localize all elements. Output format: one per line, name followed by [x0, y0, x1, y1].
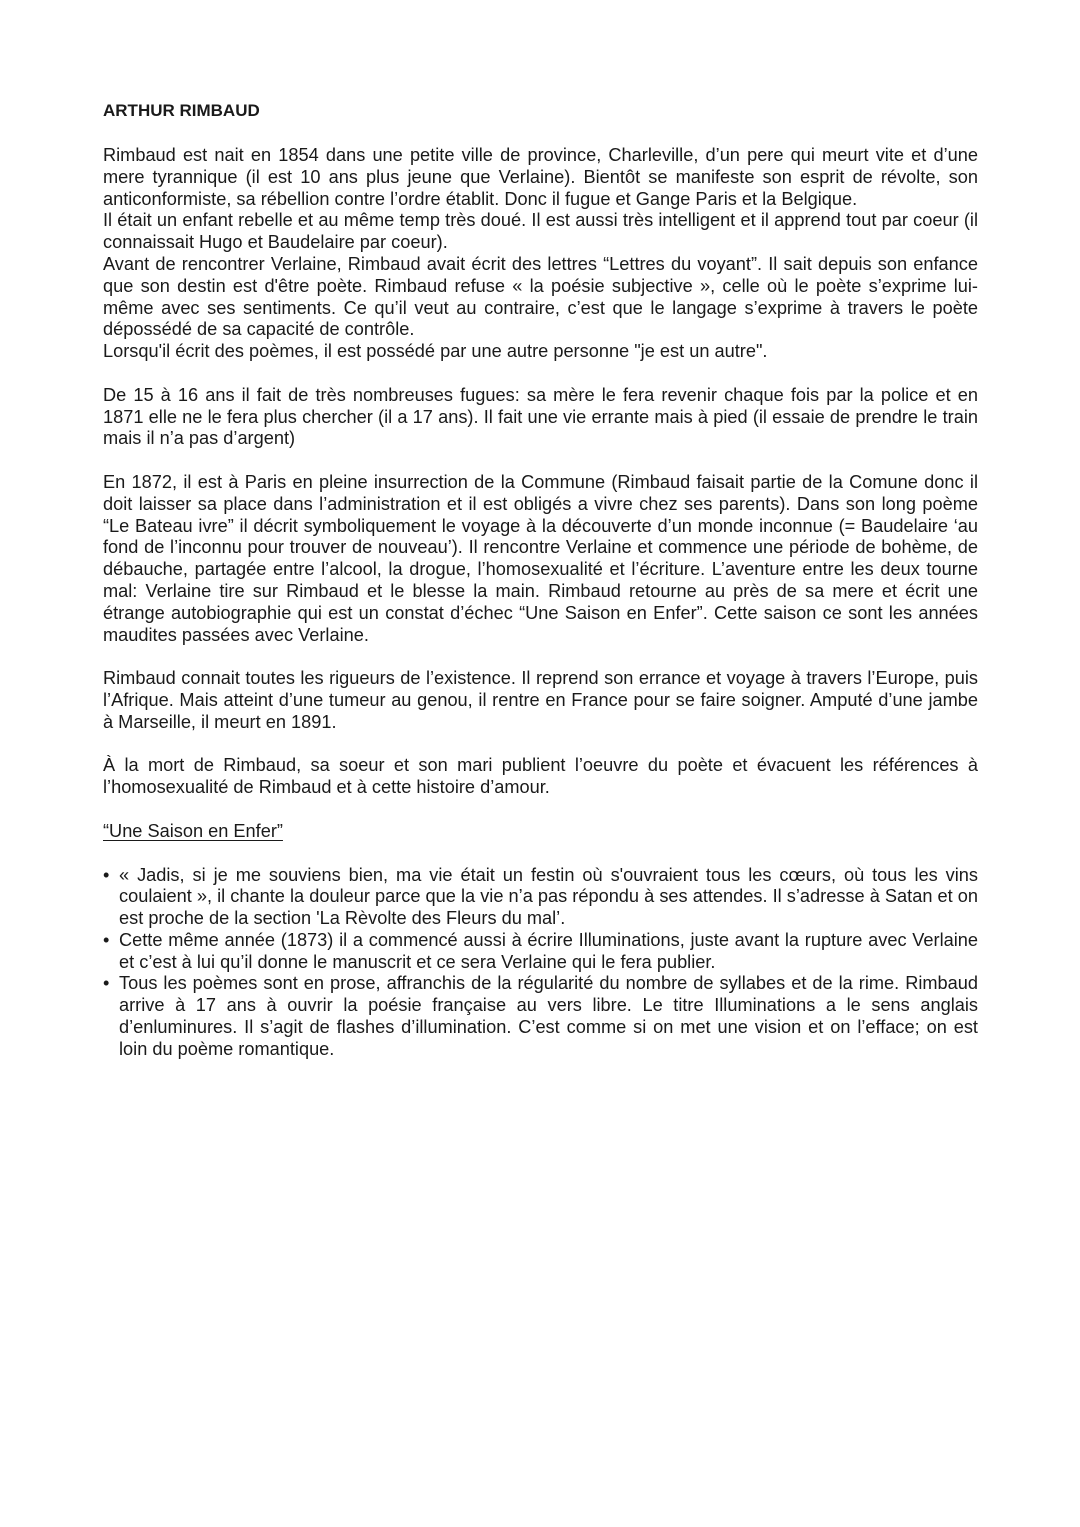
bullet-list [103, 865, 978, 1061]
paragraph-birth: Rimbaud est nait en 1854 dans une petite ville de province, Charleville, d’un pere qui meurt vite et d’une mere tyrannique (il est 10 ans plus jeune que Verlaine). Bientôt se manifeste son esprit de révolte, son anticonformiste, sa rébellion contre l’ordre établit. Donc il fugue et Gange Paris et la Belgique. [103, 145, 978, 209]
paragraph-je-est-un-autre: Lorsqu'il écrit des poèmes, il est possédé par une autre personne "je est un autre". [103, 341, 768, 362]
paragraph-spacer [103, 799, 978, 821]
section-heading: “Une Saison en Enfer” [103, 820, 283, 841]
paragraph-spacer [103, 363, 978, 385]
paragraph-spacer [103, 646, 978, 668]
paragraph-death: À la mort de Rimbaud, sa soeur et son mari publient l’oeuvre du poète et évacuent les références à l’homosexualité de Rimbaud et à cette histoire d’amour. [103, 755, 978, 798]
list-item [103, 973, 978, 1060]
paragraph-rebel-child: Il était un enfant rebelle et au même temp très doué. Il est aussi très intelligent et il apprend tout par coeur (il connaissait Hugo et Baudelaire par coeur). [103, 210, 978, 253]
list-item-text: « Jadis, si je me souviens bien, ma vie était un festin où s'ouvraient tous les cœurs, où tous les vins coulaient », il chante la douleur parce que la vie n’a pas répondu à ses attendes. Il s’adresse à Satan et on est proche de la section 'La Rèvolte des Fleurs du mal’. [119, 864, 978, 929]
paragraph-voyant-letters: Avant de rencontrer Verlaine, Rimbaud avait écrit des lettres “Lettres du voyant”. Il sait depuis son enfance que son destin est d'être poète. Rimbaud refuse « la poésie subjective », celle où le poète s’exprime lui-même avec ses sentiments. Ce qu’il veut au contraire, c’est que le langage s’exprime à travers le poète dépossédé de sa capacité de contrôle. [103, 253, 978, 340]
paragraph-spacer [103, 450, 978, 472]
list-item [103, 930, 978, 974]
list-item-text: Cette même année (1873) il a commencé aussi à écrire Illuminations, juste avant la rupture avec Verlaine et c’est à lui qu’il donne le manuscrit et ce sera Verlaine qui le fera publier. [119, 929, 978, 972]
list-item-text: Tous les poèmes sont en prose, affranchis de la régularité du nombre de syllabes et de la rime. Rimbaud arrive à 17 ans à ouvrir la poésie française au vers libre. Le titre Illuminations a le sens anglais d’enluminures. Il s’agit de flashes d’illumination. C’est comme si on met une vision et on l’efface; on est loin du poème romantique. [119, 973, 978, 1059]
bullet-icon: • [103, 929, 110, 950]
document-title: ARTHUR RIMBAUD [103, 101, 260, 120]
paragraph-fugues: De 15 à 16 ans il fait de très nombreuses fugues: sa mère le fera revenir chaque fois par la police et en 1871 elle ne le fera plus chercher (il a 17 ans). Il fait une vie errante mais à pied (il essaie de prendre le train mais il n’a pas d’argent) [103, 384, 978, 449]
paragraph-spacer [103, 734, 978, 756]
bullet-icon: • [103, 973, 110, 994]
bullet-icon: • [103, 864, 110, 885]
paragraph-commune-verlaine: En 1872, il est à Paris en pleine insurrection de la Commune (Rimbaud faisait partie de la Comune donc il doit laisser sa place dans l’administration et il est obligés a vivre chez ses parents). Dans son long poème “Le Bateau ivre” il décrit symboliquement le voyage à la découverte d’un monde inconnue (= Baudelaire ‘au fond de l’inconnu pour trouver de nouveau’). Il rencontre Verlaine et commence une période de bohème, de débauche, partagée entre l’alcool, la drogue, l’homosexualité et l’écriture. L’aventure entre les deux tourne mal: Verlaine tire sur Rimbaud et le blesse la main. Rimbaud retourne au près de sa mere et écrit une étrange autobiographie qui est un constat d’échec “Une Saison en Enfer”. Cette saison ce sont les années maudites passées avec Verlaine. [103, 471, 978, 645]
list-item [103, 865, 978, 930]
paragraph-later-life: Rimbaud connait toutes les rigueurs de l’existence. Il reprend son errance et voyage à travers l’Europe, puis l’Afrique. Mais atteint d’une tumeur au genou, il rentre en France pour se faire soigner. Amputé d’une jambe à Marseille, il meurt en 1891. [103, 668, 978, 732]
